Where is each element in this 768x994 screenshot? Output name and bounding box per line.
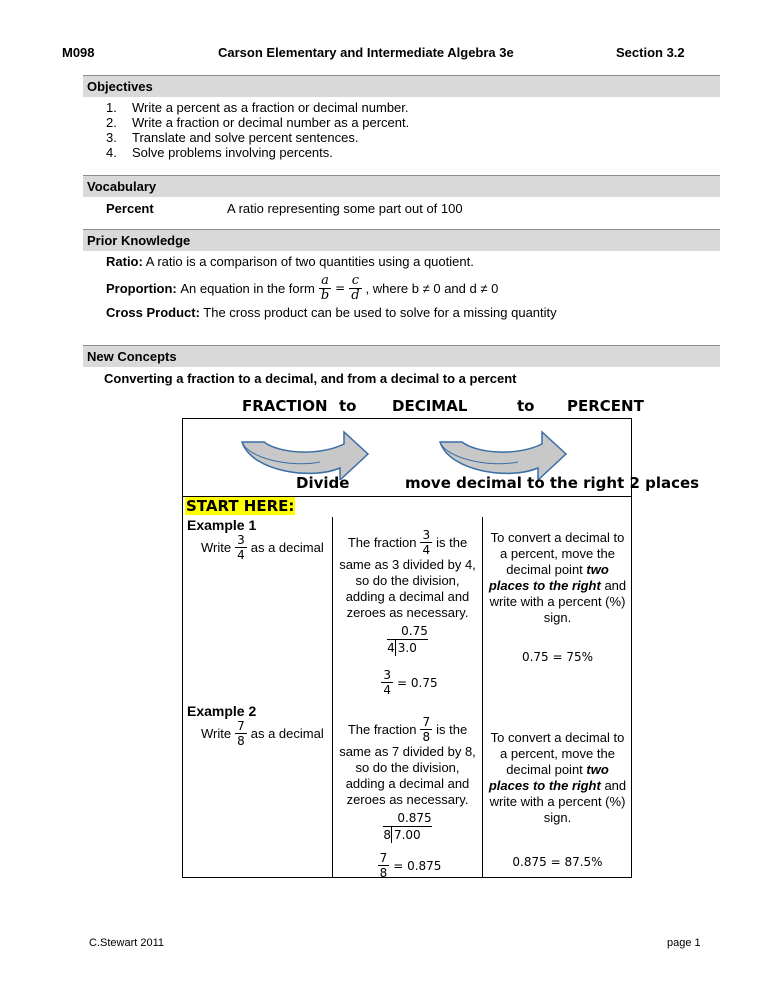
example-1-prompt: Write $\frac{3}{4}$ as a decimal (201, 533, 324, 562)
move-decimal-label: move decimal to the right 2 places (405, 474, 700, 492)
ratio-line: Ratio: A ratio is a comparison of two quantities using a quotient. (106, 254, 474, 269)
vocab-definition: A ratio representing some part out of 100 (227, 201, 463, 216)
long-division-1: $\frac{0.75}{4 3.0}$ (387, 624, 428, 655)
objective-item: 3. Translate and solve percent sentences. (106, 130, 359, 145)
new-concepts-subtitle: Converting a fraction to a decimal, and from a decimal to a percent (104, 371, 517, 386)
diagram-percent-label: PERCENT (567, 397, 644, 415)
cross-product-line: Cross Product: The cross product can be used to solve for a missing quantity (106, 305, 557, 320)
footer-page: page 1 (667, 937, 701, 949)
fraction-3-4: $\frac{3}{4}$ (422, 528, 431, 557)
example-2-prompt: Write $\frac{7}{8}$ as a decimal (201, 719, 324, 748)
example-1-label: Example 1 (187, 517, 257, 533)
fraction-7-8: $\frac{7}{8}$ (237, 719, 245, 748)
diagram-fraction-label: FRACTION (242, 397, 328, 415)
prior-knowledge-heading: Prior Knowledge (83, 229, 720, 251)
diagram-to-label-2: to (517, 397, 535, 415)
course-code: M098 (62, 45, 95, 60)
fraction-3-4: $\frac{3}{4}$ (383, 668, 392, 697)
fraction-a-over-b: $\frac{a}{b}$ (320, 272, 330, 303)
fraction-c-over-d: $\frac{c}{d}$ (351, 272, 360, 303)
example-2-right: To convert a decimal to a percent, move the decimal point two places to the right and write with a percent (%) sign. 0.875 = 87.5% (488, 730, 627, 869)
objectives-heading: Objectives (83, 75, 720, 97)
objective-item: 1. Write a percent as a fraction or decimal number. (106, 100, 409, 115)
column-divider-2 (482, 517, 483, 878)
section-label: Section 3.2 (616, 45, 685, 60)
example-1-middle: The fraction $\frac{3}{4}$ is the same as 3 divided by 4, so do the division, adding a decimal and zeroes as necessary. $\frac{0.75}{4 3.0}$ $\frac{3}{4}$ = 0.75 (339, 528, 476, 697)
curved-arrows-icon (240, 428, 620, 480)
example-2-middle: The fraction $\frac{7}{8}$ is the same as 7 divided by 8, so do the division, adding a decimal and zeroes as necessary. $\frac{0.875}{8 7.00}$ $\frac{7}{8}$ = 0.875 (339, 715, 476, 880)
proportion-line: Proportion: An equation in the form $\frac{a}{b}$ = $\frac{c}{d}$ , where b ≠ 0 and d ≠ 0 (106, 272, 499, 303)
footer-author: C.Stewart 2011 (89, 937, 165, 949)
example-1-right: To convert a decimal to a percent, move the decimal point two places to the right and write with a percent (%) sign. 0.75 = 75% (488, 530, 627, 664)
fraction-7-8: $\frac{7}{8}$ (422, 715, 431, 744)
diagram-to-label: to (339, 397, 357, 415)
diagram-decimal-label: DECIMAL (392, 397, 468, 415)
objectives-list (106, 100, 409, 160)
objective-item: 2. Write a fraction or decimal number as a percent. (106, 115, 410, 130)
fraction-7-8: $\frac{7}{8}$ (379, 851, 388, 880)
start-here-label: START HERE: (186, 497, 295, 515)
long-division-2: $\frac{0.875}{8 7.00}$ (383, 811, 432, 842)
example-2-label: Example 2 (187, 703, 257, 719)
new-concepts-heading: New Concepts (83, 345, 720, 367)
vocabulary-heading: Vocabulary (83, 175, 720, 197)
vocab-term: Percent (106, 201, 154, 216)
column-divider-1 (332, 517, 333, 878)
objective-item: 4. Solve problems involving percents. (106, 145, 333, 160)
fraction-3-4: $\frac{3}{4}$ (237, 533, 245, 562)
divide-label: Divide (296, 474, 350, 492)
book-title: Carson Elementary and Intermediate Algebra 3e (218, 45, 514, 60)
